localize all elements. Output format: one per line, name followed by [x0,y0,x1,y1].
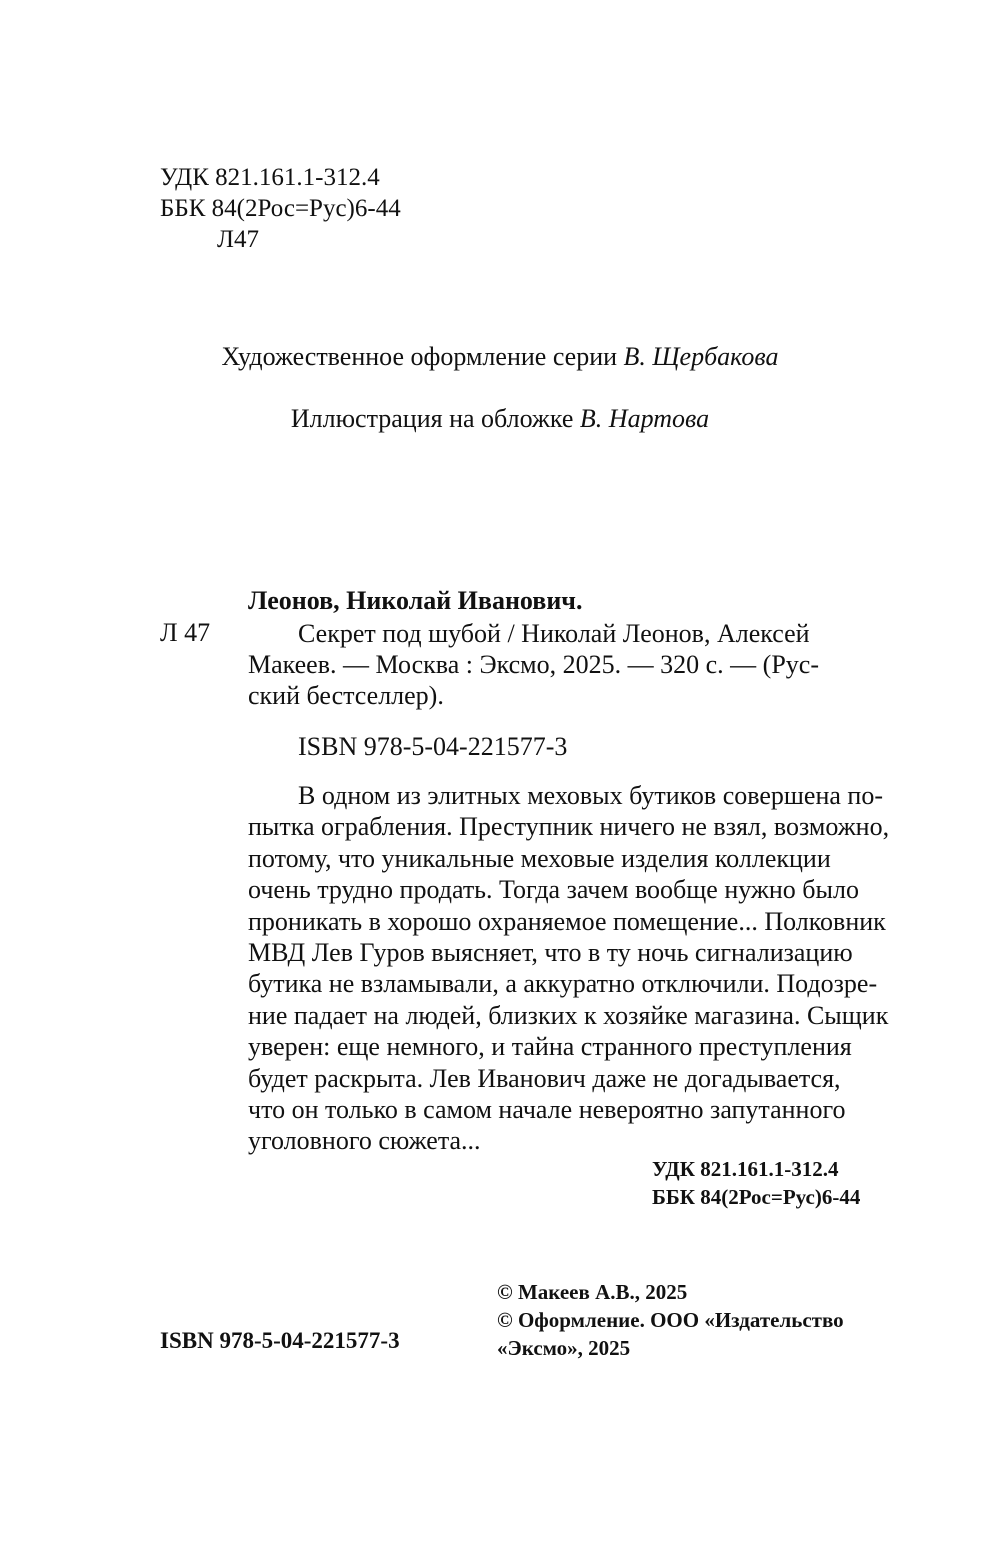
series-design-label: Художественное оформление серии [221,342,618,371]
entry-mark: Л 47 [160,618,211,647]
series-design-name: В. Щербакова [623,342,779,371]
classification-codes [160,162,401,255]
description-line: Секрет под шубой / Николай Леонов, Алексей [298,619,810,648]
bbk-code-bottom: ББК 84(2Рос=Рус)6-44 [652,1185,861,1209]
annotation-line: бутика не взламывали, а аккуратно отключили. Подозре- [248,969,878,999]
annotation-line: ние падает на людей, близких к хозяйке магазина. Сыщик [248,1000,889,1030]
udk-code-bottom: УДК 821.161.1-312.4 [652,1157,839,1181]
author-mark: Л47 [217,226,259,253]
annotation-line: потому, что уникальные меховые изделия коллекции [248,843,831,873]
annotation-line: что он только в самом начале невероятно запутанного [248,1095,846,1125]
copyright-design: © Оформление. ООО «Издательство [497,1308,844,1332]
annotation-line: проникать в хорошо охраняемое помещение... Полковник [248,906,886,936]
entry-description [248,618,819,711]
series-design-credit [0,342,1000,372]
copyright-block [497,1278,844,1362]
entry-author: Леонов, Николай Иванович. [248,586,583,615]
copyright-author: © Макеев А.В., 2025 [497,1280,688,1304]
annotation-line: будет раскрыта. Лев Иванович даже не догадывается, [248,1063,841,1093]
annotation-line: очень трудно продать. Тогда зачем вообще нужно было [248,875,859,905]
cover-illustration-name: В. Нартова [579,404,710,433]
classification-codes-bottom [652,1155,860,1211]
isbn-bottom: ISBN 978-5-04-221577-3 [160,1328,400,1353]
annotation-line: уголовного сюжета... [248,1126,481,1156]
annotation [248,780,889,1157]
annotation-line: МВД Лев Гуров выясняет, что в ту ночь сигнализацию [248,938,853,968]
description-line: ский бестселлер). [248,681,444,710]
bbk-code: ББК 84(2Рос=Рус)6-44 [160,195,401,222]
annotation-line: пытка ограбления. Преступник ничего не взял, возможно, [248,812,890,842]
cover-illustration-label: Иллюстрация на обложке [290,404,574,433]
copyright-publisher: «Эксмо», 2025 [497,1336,631,1360]
annotation-line: уверен: еще немного, и тайна странного преступления [248,1032,852,1062]
annotation-line: В одном из элитных меховых бутиков совершена по- [298,781,883,810]
udk-code: УДК 821.161.1-312.4 [160,164,380,191]
entry-isbn: ISBN 978-5-04-221577-3 [298,732,568,761]
description-line: Макеев. — Москва : Эксмо, 2025. — 320 с. — (Рус- [248,650,819,679]
cover-illustration-credit [0,404,1000,434]
